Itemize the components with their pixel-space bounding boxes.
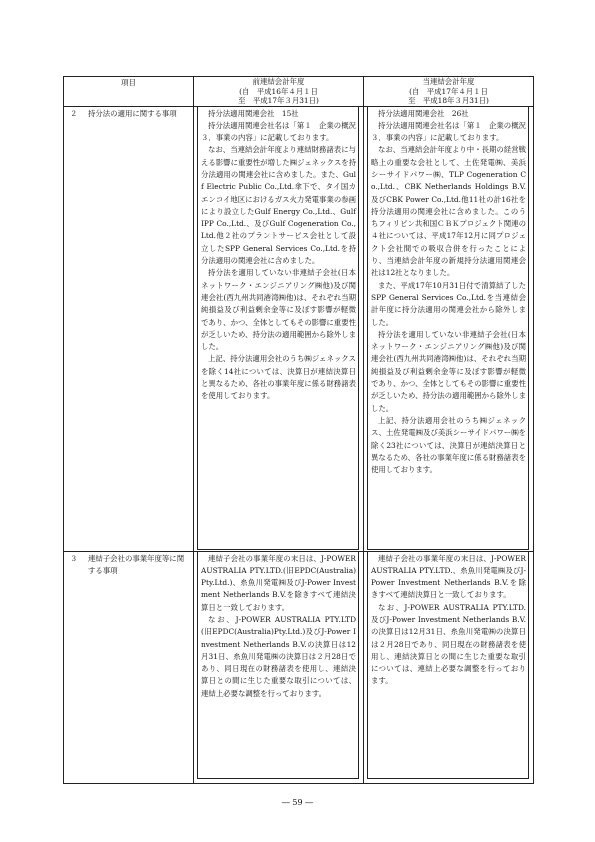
curr-year-from: (自 平成17年４月１日 <box>409 86 488 96</box>
prev-year-cell <box>194 551 364 783</box>
paragraph: 持分法適用関連会社 26社 <box>378 108 469 118</box>
paragraph: 持分法を適用していない非連結子会社(日本ネットワーク・エンジニアリング㈱他)及び関連会社(西九州共同港湾㈱他)は、それぞれ当期純損益及び利益剰余金等に及ぼす影響が軽微であり、かつ、全体としてもその影響に重要性が乏しいため、持分法の適用範囲から除外しました。 <box>371 329 526 413</box>
row-label-cell <box>64 106 194 551</box>
prev-year-cell <box>194 106 364 551</box>
paragraph: また、平成17年10月31日付で清算結了したSPP General Services Co.,Ltd.を当連結会計年度に持分法適用の関連会社から除外しました。 <box>371 280 526 327</box>
paragraph: なお、J-POWER AUSTRALIA PTY.LTD.及びJ-Power Investment Netherlands B.V.の決算日は12月31日、糸魚川発電㈱の決算日は２月28日であり、同日現在の財務諸表を使用し、連結決算日との間に生じた重要な取引については、連結上必要な調整を行っております。 <box>371 602 526 686</box>
curr-year-title: 当連結会計年度 <box>422 77 475 86</box>
paragraph: 上記、持分法適用会社のうち㈱ジェネックス、土佐発電㈱及び美浜シーサイドパワー㈱を除く23社については、決算日が連結決算日と異なるため、各社の事業年度に係る財務諸表を使用しております。 <box>371 415 526 475</box>
accounting-policy-table <box>63 76 534 784</box>
curr-year-to: 至 平成18年３月31日) <box>408 96 489 105</box>
curr-year-cell <box>364 106 534 551</box>
prev-year-title: 前連結会計年度 <box>252 77 305 86</box>
paragraph: 連結子会社の事業年度の末日は、J-POWER AUSTRALIA PTY.LTD.、糸魚川発電㈱及びJ-Power Investment Netherlands B.V.を除きすべて連結決算日と一致しております。 <box>371 553 526 600</box>
paragraph: 連結子会社の事業年度の末日は、J-POWER AUSTRALIA PTY.LTD.(旧EPDC(Australia)Pty.Ltd.)、糸魚川発電㈱及びJ-Power Investment Netherlands B.V.を除きすべて連結決算日と一致しております。 <box>201 553 356 612</box>
header-item <box>64 77 194 107</box>
paragraph: 持分法適用関連会社名は「第１ 企業の概況 ３．事業の内容」に記載しております。 <box>371 120 534 143</box>
header-prev-year <box>194 77 364 107</box>
paragraph: 上記、持分法適用会社のうち㈱ジェネックスを除く14社については、決算日が連結決算日と異なるため、各社の事業年度に係る財務諸表を使用しております。 <box>201 354 356 401</box>
prev-year-from: (自 平成16年４月１日 <box>239 86 318 96</box>
row-label-cell <box>64 551 194 783</box>
row-label: 持分法の適用に関する事項 <box>88 108 177 118</box>
paragraph: なお、当連結会計年度より中・長期の経営戦略上の重要な会社として、土佐発電㈱、美浜シーサイドパワー㈱、TLP Cogeneration Co.,Ltd.、CBK Netherlands Holdings B.V.及びCBK Power Co.,Ltd.他11社の計16社を持分法適用の関連会社に含めました。このうちフィリピン共和国ＣＢＫプロジェクト関連の４社については、平成17年12月に同プロジェクト会社間での吸収合併を行ったことにより、当連結会計年度の新規持分法適用関連会社は12社となりました。 <box>371 145 526 278</box>
row-label: 連結子会社の事業年度等に関する事項 <box>88 553 185 575</box>
paragraph: 持分法適用関連会社 15社 <box>208 108 299 118</box>
paragraph: 持分法を適用していない非連結子会社(日本ネットワーク・エンジニアリング㈱他)及び関連会社(西九州共同港湾㈱他)は、それぞれ当期純損益及び利益剰余金等に及ぼす影響が軽微であり、かつ、全体としてもその影響に重要性が乏しいため、持分法の適用範囲から除外しました。 <box>201 268 356 352</box>
header-curr-year <box>364 77 534 107</box>
row-number: ３ <box>70 553 78 563</box>
header-item-label: 項目 <box>121 78 136 87</box>
prev-year-to: 至 平成17年３月31日) <box>238 96 319 105</box>
paragraph: なお、J-POWER AUSTRALIA PTY.LTD(旧EPDC(Australia)Pty.Ltd.)及びJ-Power Investment Netherlands B.V.の決算日は12月31日、糸魚川発電㈱の決算日は２月28日であり、同日現在の財務諸表を使用し、連結決算日との間に生じた重要な取引については、連結上必要な調整を行っております。 <box>201 614 356 698</box>
paragraph: なお、当連結会計年度より連結財務諸表に与える影響に重要性が増した㈱ジェネックスを持分法適用の関連会社に含めました。また、Gulf Electric Public Co.,Ltd.傘下で、タイ国カエンコイ地区におけるガス火力発電事業の参画により設立したGulf Energy Co.,Ltd.、Gulf IPP Co.,Ltd.、及びGulf Cogeneration Co.,Ltd.他２社のプラントサービス会社として設立したSPP General Services Co.,Ltd.を持分法適用の関連会社に含めました。 <box>201 145 356 266</box>
paragraph: 持分法適用関連会社名は「第１ 企業の概況 ３．事業の内容」に記載しております。 <box>201 120 364 143</box>
row-number: ２ <box>70 108 78 118</box>
table-row <box>64 106 534 551</box>
curr-year-cell <box>364 551 534 783</box>
table-row <box>64 551 534 783</box>
page-number: ― 59 ― <box>281 798 314 807</box>
table-header-row <box>64 77 534 107</box>
